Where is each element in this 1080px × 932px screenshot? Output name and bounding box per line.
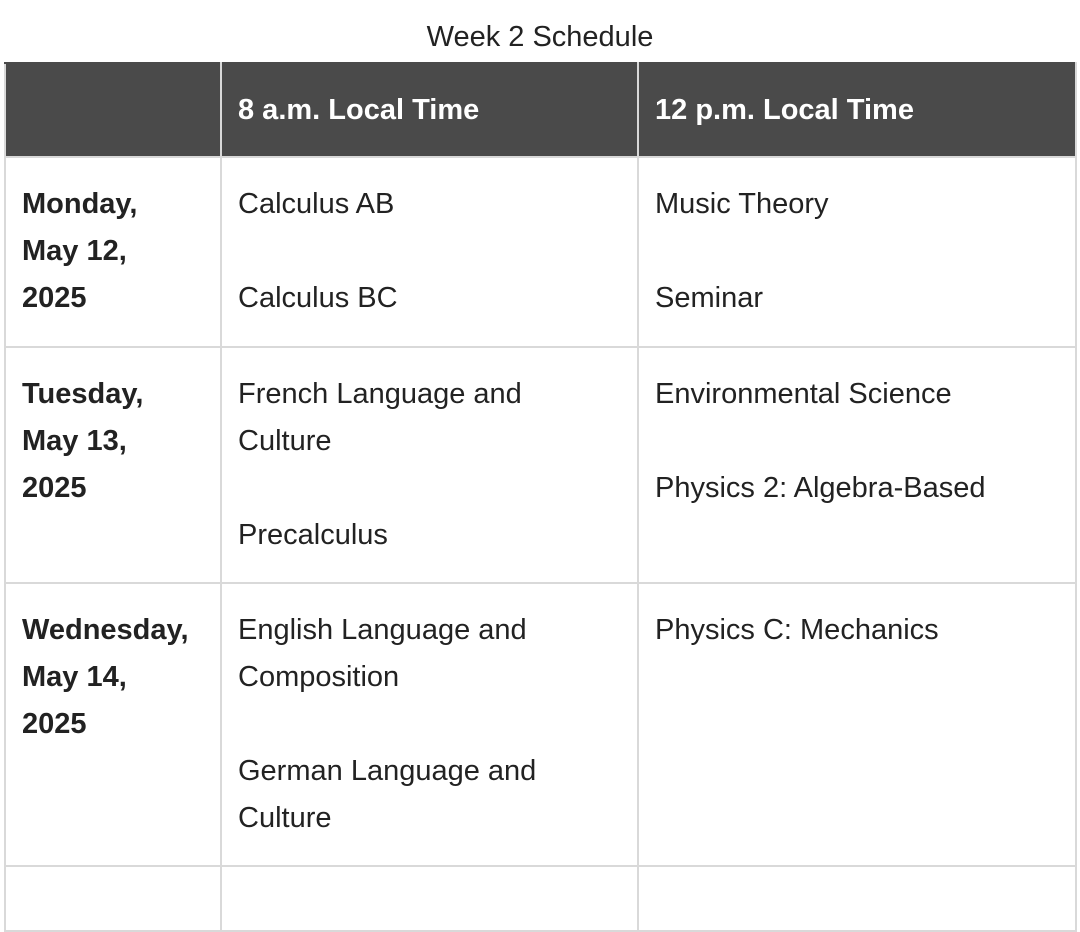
am-cell <box>221 157 638 347</box>
day-cell <box>5 583 221 866</box>
day-line: May 12, <box>22 235 127 267</box>
exam-name: Precalculus <box>238 519 388 551</box>
header-date <box>5 63 221 157</box>
exam-name: Physics C: Mechanics <box>655 614 939 646</box>
table-header-row <box>5 63 1076 157</box>
exam-name: German Language and Culture <box>238 755 537 834</box>
day-line: Tuesday, <box>22 378 144 410</box>
day-line: 2025 <box>22 472 87 504</box>
empty-cell <box>5 866 221 931</box>
table-row <box>5 583 1076 866</box>
header-12pm: 12 p.m. Local Time <box>638 63 1076 157</box>
am-cell <box>221 347 638 583</box>
empty-cell <box>638 866 1076 931</box>
day-cell <box>5 157 221 347</box>
table-row <box>5 347 1076 583</box>
exam-name: Calculus BC <box>238 282 398 314</box>
am-cell <box>221 583 638 866</box>
day-line: Wednesday, <box>22 614 189 646</box>
exam-name: Physics 2: Algebra-Based <box>655 472 986 504</box>
pm-cell <box>638 157 1076 347</box>
day-line: May 13, <box>22 425 127 457</box>
pm-cell <box>638 583 1076 866</box>
pm-cell <box>638 347 1076 583</box>
day-cell <box>5 347 221 583</box>
table-caption: Week 2 Schedule <box>426 21 654 53</box>
exam-name: French Language and Culture <box>238 378 522 457</box>
table-row <box>5 157 1076 347</box>
day-line: 2025 <box>22 282 87 314</box>
header-8am: 8 a.m. Local Time <box>221 63 638 157</box>
day-line: May 14, <box>22 661 127 693</box>
exam-name: English Language and Composition <box>238 614 527 693</box>
exam-name: Seminar <box>655 282 763 314</box>
exam-name: Music Theory <box>655 188 829 220</box>
exam-name: Calculus AB <box>238 188 395 220</box>
schedule-table <box>4 62 1077 932</box>
exam-name: Environmental Science <box>655 378 952 410</box>
day-line: Monday, <box>22 188 138 220</box>
table-row-partial <box>5 866 1076 931</box>
day-line: 2025 <box>22 708 87 740</box>
empty-cell <box>221 866 638 931</box>
